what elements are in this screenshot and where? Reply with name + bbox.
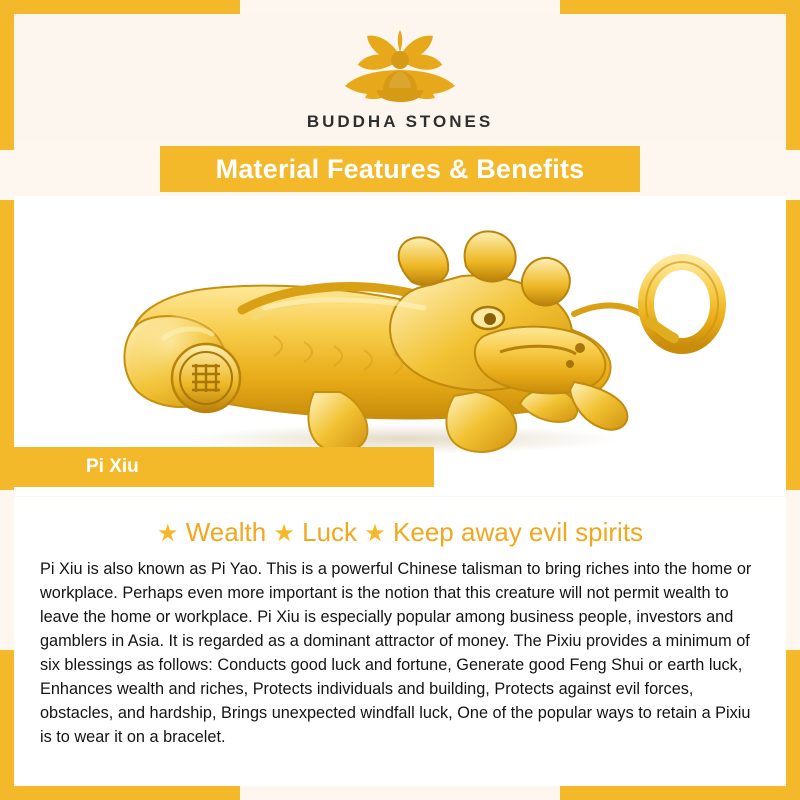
lotus-meditation-icon: [315, 30, 485, 110]
frame-accent-right: [786, 200, 800, 490]
benefits-headline: [40, 517, 760, 548]
product-caption-text: Pi Xiu: [86, 456, 139, 477]
frame-corner-bottom-left-horizontal: [0, 786, 240, 800]
benefit-label-evil-spirits: Keep away evil spirits: [393, 517, 644, 547]
frame-corner-bottom-left-vertical: [0, 650, 14, 800]
frame-accent-left: [0, 200, 14, 490]
benefit-label-wealth: Wealth: [185, 517, 267, 547]
title-banner: [160, 146, 640, 192]
frame-corner-bottom-right-horizontal: [560, 786, 800, 800]
brand-header: [14, 14, 786, 142]
star-icon-1: ★: [156, 520, 179, 547]
title-banner-text: Material Features & Benefits: [215, 153, 585, 184]
star-icon-3: ★: [364, 520, 386, 547]
brand-name: BUDDHA STONES: [306, 112, 494, 131]
star-icon-2: ★: [273, 520, 295, 547]
description-text: Pi Xiu is also known as Pi Yao. This is a powerful Chinese talisman to bring riches into the home or workplace. Perhaps even more important is the notion that this creature will not permit wealth to leave the home or workplace. Pi Xiu is especially popular among business people, investors and gamblers in Asia. It is regarded as a dominant attractor of money. The Pixiu provides a minimum of six blessings as follows: Conducts good luck and fortune, Generate good Feng Shui or earth luck, Enhances wealth and riches, Protects individuals and building, Protects against evil forces, obstacles, and hardship, Brings unexpected windfall luck, One of the popular ways to retain a Pixiu is to wear it on a bracelet.: [40, 560, 752, 746]
benefit-label-luck: Luck: [302, 517, 358, 547]
frame-corner-top-right-vertical: [786, 0, 800, 150]
frame-corner-top-left-horizontal: [0, 0, 240, 14]
description-panel: [14, 497, 786, 786]
product-caption-tab: [14, 447, 434, 487]
frame-corner-top-right-horizontal: [560, 0, 800, 14]
frame-corner-top-left-vertical: [0, 0, 14, 150]
frame-corner-bottom-right-vertical: [786, 650, 800, 800]
